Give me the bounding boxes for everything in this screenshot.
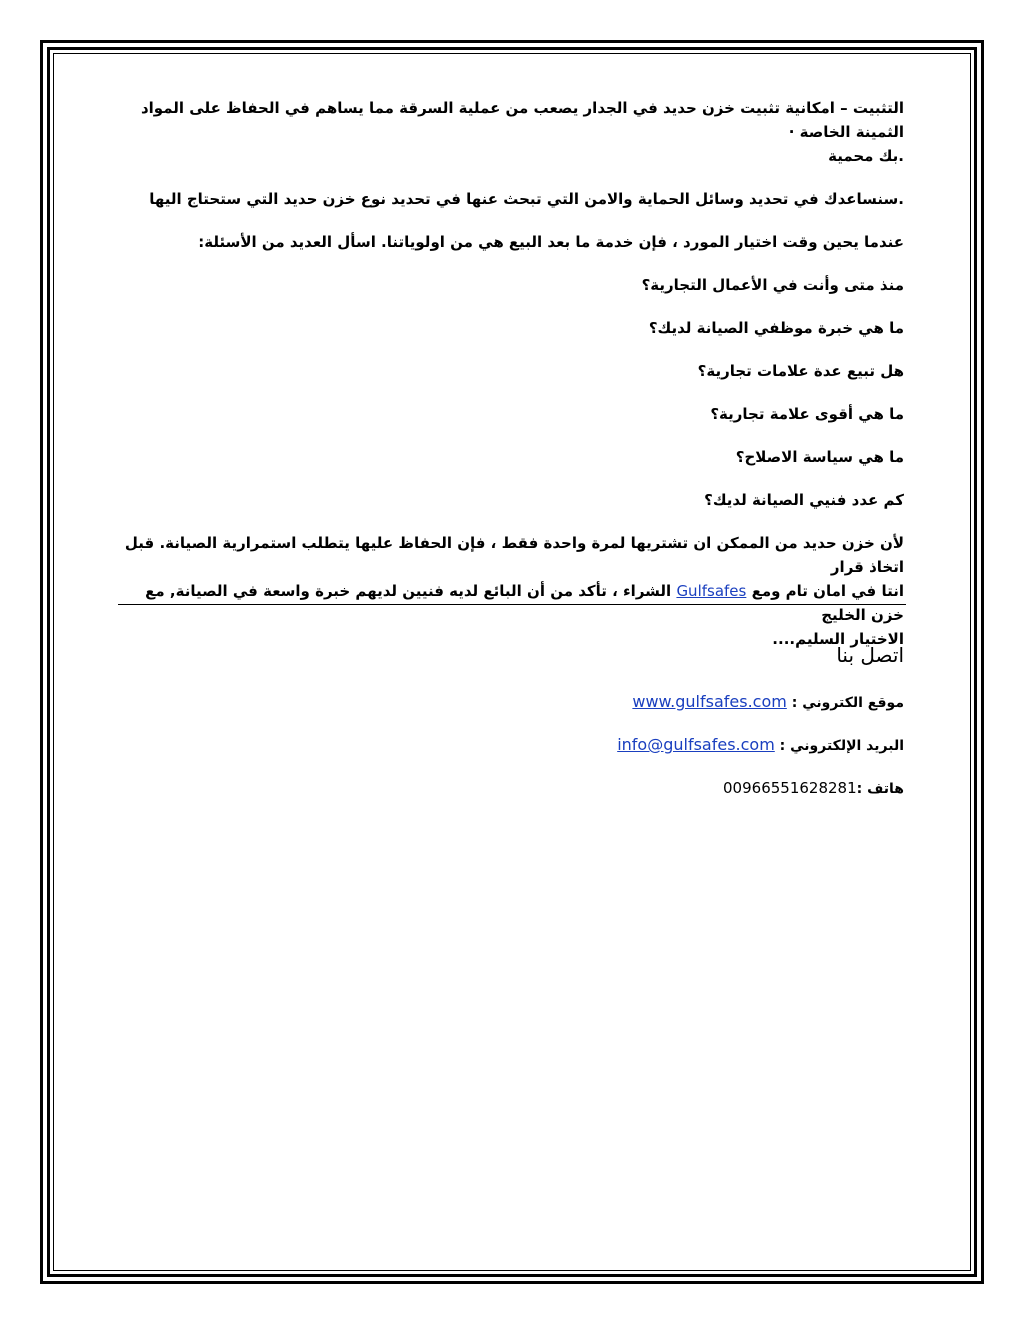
phone-number: 00966551628281: [723, 779, 857, 797]
question-item: ما هي أقوى علامة تجارية؟: [710, 405, 904, 423]
contact-phone-row: [120, 776, 904, 801]
document-body: [120, 96, 904, 659]
closing-line2-after: انتا في امان تام ومع: [751, 582, 904, 600]
contact-website-row: [120, 690, 904, 715]
closing-line2-before: الشراء ، تأكد من أن البائع لديه فنيين لديهم خبرة واسعة في الصيانة, مع خزن الخليج: [145, 582, 904, 624]
question-item: ما هي سياسة الاصلاح؟: [735, 448, 904, 466]
closing-line3: الاختيار السليم....: [772, 630, 904, 648]
paragraph-installation: [120, 96, 904, 168]
contact-section: [120, 640, 904, 819]
section-divider: [118, 604, 906, 605]
paragraph-installation-line1: التثبيت – امكانية تثبيت خزن حديد في الجدار يصعب من عملية السرقة مما يساهم في الحفاظ على المواد الثمينة الخاصة ·: [140, 99, 904, 141]
paragraph-supplier: عندما يحين وقت اختيار المورد ، فإن خدمة ما بعد البيع هي من اولوياتنا. اسأل العديد من الأسئلة:: [198, 233, 904, 251]
contact-title: اتصل بنا: [836, 643, 904, 667]
paragraph-assist: .سنساعدك في تحديد وسائل الحماية والامن التي تبحث عنها في تحديد نوع خزن حديد التي ستحتاج اليها: [149, 190, 904, 208]
contact-email-row: [120, 733, 904, 758]
question-item: هل تبيع عدة علامات تجارية؟: [697, 362, 904, 380]
gulfsafes-link[interactable]: Gulfsafes: [676, 582, 747, 600]
question-item: منذ متى وأنت في الأعمال التجارية؟: [641, 276, 904, 294]
website-label: موقع الكتروني :: [791, 695, 904, 711]
phone-label: هاتف :: [856, 781, 904, 797]
closing-line1: لأن خزن حديد من الممكن ان تشتريها لمرة واحدة فقط ، فإن الحفاظ عليها يتطلب استمرارية الصيانة. قبل اتخاذ قرار: [124, 534, 904, 576]
question-item: كم عدد فنيي الصيانة لديك؟: [704, 491, 904, 509]
email-link[interactable]: info@gulfsafes.com: [617, 735, 775, 754]
paragraph-installation-line2: .بك محمية: [828, 147, 904, 165]
website-link[interactable]: www.gulfsafes.com: [632, 692, 787, 711]
closing-line2: [120, 579, 904, 627]
question-item: ما هي خبرة موظفي الصيانة لديك؟: [648, 319, 904, 337]
email-label: البريد الإلكتروني :: [779, 738, 904, 754]
